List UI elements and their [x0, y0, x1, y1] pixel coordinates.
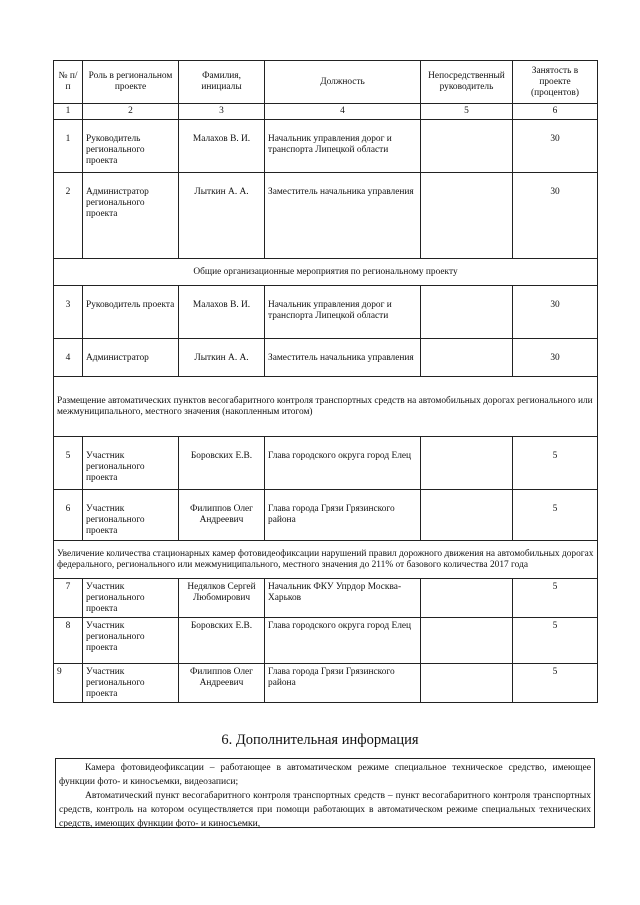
- table-row: [54, 664, 598, 703]
- header-cell: Должность: [265, 61, 421, 104]
- table-row: [54, 286, 598, 339]
- load-cell: 30: [513, 173, 598, 259]
- row-number: 5: [54, 437, 83, 490]
- role-cell: Участник регионального проекта: [83, 618, 179, 664]
- position-cell: Начальник управления дорог и транспорта Липецкой области: [265, 286, 421, 339]
- load-cell: 5: [513, 664, 598, 703]
- table-row: [54, 437, 598, 490]
- info-paragraph: Автоматический пункт весогабаритного контроля транспортных средств – пункт весогабаритного контроля транспортных средств, контроль на котором осуществляется при помощи работающих в автоматическом режиме специальных технических средств, имеющих функции фото- и киносъемки,: [59, 790, 591, 828]
- role-cell: Администратор регионального проекта: [83, 173, 179, 259]
- manager-cell: [421, 339, 513, 377]
- manager-cell: [421, 579, 513, 618]
- role-cell: Руководитель регионального проекта: [83, 120, 179, 173]
- index-cell: 2: [83, 104, 179, 120]
- position-cell: Глава города Грязи Грязинского района: [265, 490, 421, 541]
- table-row: [54, 339, 598, 377]
- manager-cell: [421, 618, 513, 664]
- position-cell: Заместитель начальника управления: [265, 173, 421, 259]
- table-row: [54, 618, 598, 664]
- header-cell: Непосредственный руководитель: [421, 61, 513, 104]
- position-cell: Глава города Грязи Грязинского района: [265, 664, 421, 703]
- load-cell: 30: [513, 339, 598, 377]
- table-header-row: [54, 61, 598, 104]
- name-cell: Лыткин А. А.: [179, 173, 265, 259]
- table-row: [54, 579, 598, 618]
- manager-cell: [421, 286, 513, 339]
- load-cell: 5: [513, 618, 598, 664]
- position-cell: Начальник управления дорог и транспорта Липецкой области: [265, 120, 421, 173]
- position-cell: Глава городского округа город Елец: [265, 437, 421, 490]
- row-number: 6: [54, 490, 83, 541]
- role-cell: Руководитель проекта: [83, 286, 179, 339]
- info-paragraph: Камера фотовидеофиксации – работающее в автоматическом режиме специальное техническое средство, имеющее функции фото- и киносъемки, видеозаписи;: [59, 762, 591, 787]
- position-cell: Заместитель начальника управления: [265, 339, 421, 377]
- role-cell: Участник регионального проекта: [83, 579, 179, 618]
- load-cell: 5: [513, 437, 598, 490]
- name-cell: Малахов В. И.: [179, 120, 265, 173]
- role-cell: Участник регионального проекта: [83, 437, 179, 490]
- load-cell: 30: [513, 120, 598, 173]
- load-cell: 30: [513, 286, 598, 339]
- header-cell: Роль в региональном проекте: [83, 61, 179, 104]
- section-heading: Размещение автоматических пунктов весогабаритного контроля транспортных средств на автомобильных дорогах регионального или межмуниципального, местного значения (накопленным итогом): [54, 377, 598, 437]
- manager-cell: [421, 490, 513, 541]
- column-index-row: [54, 104, 598, 120]
- role-cell: Администратор: [83, 339, 179, 377]
- position-cell: Начальник ФКУ Упрдор Москва-Харьков: [265, 579, 421, 618]
- name-cell: Боровских Е.В.: [179, 618, 265, 664]
- index-cell: 3: [179, 104, 265, 120]
- role-cell: Участник регионального проекта: [83, 664, 179, 703]
- table-row: [54, 490, 598, 541]
- name-cell: Филиппов Олег Андреевич: [179, 490, 265, 541]
- row-number: 7: [54, 579, 83, 618]
- load-cell: 5: [513, 490, 598, 541]
- section-row: [54, 541, 598, 579]
- name-cell: Малахов В. И.: [179, 286, 265, 339]
- name-cell: Лыткин А. А.: [179, 339, 265, 377]
- row-number: 2: [54, 173, 83, 259]
- position-cell: Глава городского округа город Елец: [265, 618, 421, 664]
- section-row: [54, 377, 598, 437]
- section-heading: Увеличение количества стационарных камер фотовидеофиксации нарушений правил дорожного движения на автомобильных дорогах федерального, регионального или межмуниципального, местного значения до 211% от базового количества 2017 года: [54, 541, 598, 579]
- load-cell: 5: [513, 579, 598, 618]
- index-cell: 5: [421, 104, 513, 120]
- name-cell: Боровских Е.В.: [179, 437, 265, 490]
- project-team-table: [53, 60, 598, 703]
- header-cell: Фамилия, инициалы: [179, 61, 265, 104]
- additional-info-box: [55, 758, 595, 828]
- role-cell: Участник регионального проекта: [83, 490, 179, 541]
- row-number: 9: [54, 664, 83, 703]
- name-cell: Филиппов Олег Андреевич: [179, 664, 265, 703]
- section-heading: Общие организационные мероприятия по региональному проекту: [54, 259, 598, 286]
- index-cell: 6: [513, 104, 598, 120]
- name-cell: Недялков Сергей Любомирович: [179, 579, 265, 618]
- section-title: 6. Дополнительная информация: [221, 732, 419, 748]
- index-cell: 4: [265, 104, 421, 120]
- table-row: [54, 120, 598, 173]
- manager-cell: [421, 664, 513, 703]
- table-row: [54, 173, 598, 259]
- section-row: [54, 259, 598, 286]
- row-number: 8: [54, 618, 83, 664]
- manager-cell: [421, 173, 513, 259]
- row-number: 4: [54, 339, 83, 377]
- header-cell: № п/п: [54, 61, 83, 104]
- manager-cell: [421, 120, 513, 173]
- header-cell: Занятость в проекте (процентов): [513, 61, 598, 104]
- index-cell: 1: [54, 104, 83, 120]
- row-number: 3: [54, 286, 83, 339]
- row-number: 1: [54, 120, 83, 173]
- manager-cell: [421, 437, 513, 490]
